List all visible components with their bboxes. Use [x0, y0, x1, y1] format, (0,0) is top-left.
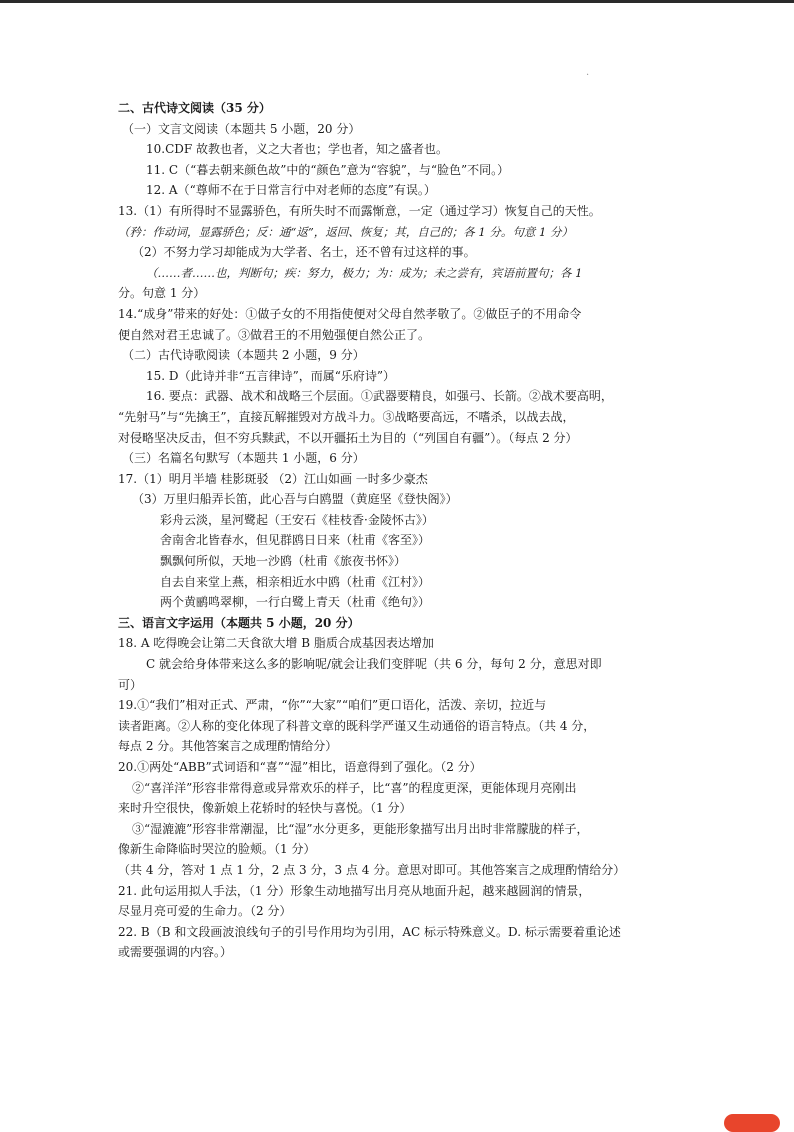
text-line: 10.CDF 故教也者，义之大者也；学也者，知之盛者也。: [146, 142, 449, 157]
text-line: 20.①两处“ABB”式词语和“喜”“湿”相比，语意得到了强化。（2 分）: [118, 760, 482, 774]
text-line: C 就会给身体带来这么多的影响呢/就会让我们变胖呢（共 6 分，每句 2 分，意思对即: [146, 657, 602, 672]
text-line: 三、语言文字运用（本题共 5 小题，20 分）: [118, 615, 360, 630]
text-line: 自去自来堂上燕，相亲相近水中鸥（杜甫《江村》）: [160, 574, 431, 589]
text-line: 18. A 吃得晚会让第二天食欲大增 B 脂质合成基因表达增加: [118, 636, 434, 651]
text-line: “先射马”与“先擒王”，直接瓦解摧毁对方战斗力。③战略要高远，不嗜杀，以战去战，: [118, 409, 575, 424]
text-line: 两个黄鹂鸣翠柳，一行白鹭上青天（杜甫《绝句》）: [160, 595, 431, 610]
text-line: 分。句意 1 分）: [118, 286, 206, 301]
text-line: （二）古代诗歌阅读（本题共 2 小题，9 分）: [122, 348, 365, 363]
text-line: （3）万里归船弄长笛，此心吾与白鸥盟（黄庭坚《登快阁》）: [132, 492, 458, 507]
text-line: 或需要强调的内容。）: [118, 945, 233, 960]
text-line: 尽显月亮可爱的生命力。（2 分）: [118, 904, 292, 919]
text-line: 读者距离。②人称的变化体现了科普文章的既科学严谨又生动通俗的语言特点。（共 4 分，: [118, 718, 596, 733]
text-line: ③“湿漉漉”形容非常潮湿，比“湿”水分更多，更能形象描写出月出时非常朦胧的样子，: [132, 821, 589, 836]
text-line: 16. 要点：武器、战术和战略三个层面。①武器要精良，如强弓、长箭。②战术要高明，: [146, 389, 613, 404]
text-line: （2）不努力学习却能成为大学者、名士，还不曾有过这样的事。: [132, 245, 476, 260]
page-top-border: [0, 0, 794, 3]
text-line: 二、古代诗文阅读（35 分）: [118, 101, 271, 115]
stray-mark: ·: [586, 70, 590, 81]
text-line: 像新生命降临时哭泣的脸颊。（1 分）: [118, 842, 316, 857]
text-line: （共 4 分，答对 1 点 1 分，2 点 3 分，3 点 4 分。意思对即可。其他答案言之成理酌情给分）: [118, 862, 626, 877]
text-line: （一）文言文阅读（本题共 5 小题，20 分）: [122, 121, 361, 136]
text-line: 11. C（“暮去朝来颜色故”中的“颜色”意为“容貌”，与“脸色”不同。）: [146, 162, 510, 177]
text-line: 17.（1）明月半墙 桂影斑驳 （2）江山如画 一时多少豪杰: [118, 471, 428, 486]
text-line: 便自然对君王忠诚了。③做君王的不用勉强便自然公正了。: [118, 327, 431, 342]
text-line: 来时升空很快，像新娘上花轿时的轻快与喜悦。（1 分）: [118, 801, 412, 816]
text-line: 飘飘何所似，天地一沙鸥（杜甫《旅夜书怀》）: [160, 554, 407, 569]
text-line: 舍南舍北皆春水，但见群鸥日日来（杜甫《客至》）: [160, 533, 431, 548]
text-line: 对侵略坚决反击，但不穷兵黩武，不以开疆拓土为目的（“列国自有疆”）。（每点 2 分）: [118, 430, 578, 445]
text-line: 14.“成身”带来的好处：①做子女的不用指使便对父母自然孝敬了。②做臣子的不用命令: [118, 306, 582, 321]
text-line: 19.①“我们”相对正式、严肃，“你”“大家”“咱们”更口语化，活泼、亲切，拉近与: [118, 698, 547, 713]
text-line: 15. D（此诗并非“五言律诗”，而属“乐府诗”）: [146, 368, 396, 383]
text-line: （……者……也，判断句；疾：努力，极力；为：成为；未之尝有，宾语前置句；各 1: [146, 265, 583, 280]
text-line: ②“喜洋洋”形容非常得意或异常欢乐的样子，比“喜”的程度更深，更能体现月亮刚出: [132, 780, 577, 795]
text-line: 彩舟云淡，星河鹭起（王安石《桂枝香·金陵怀古》）: [160, 512, 434, 527]
answer-key-document: [118, 98, 678, 963]
text-line: 每点 2 分。其他答案言之成理酌情给分）: [118, 739, 338, 754]
text-line: （矜：作动词，显露骄色；反：通“返”，返回、恢复；其，自己的；各 1 分。句意 1 分）: [118, 224, 574, 239]
text-line: 13.（1）有所得时不显露骄色，有所失时不而露惭意，一定（通过学习）恢复自己的天性。: [118, 203, 601, 218]
text-line: 可）: [118, 677, 143, 692]
text-line: （三）名篇名句默写（本题共 1 小题，6 分）: [122, 451, 365, 466]
text-line: 22. B（B 和文段画波浪线句子的引号作用均为引用，AC 标示特殊意义。D. 标示需要着重论述: [118, 924, 621, 939]
corner-badge[interactable]: [724, 1114, 780, 1132]
text-line: 12. A（“尊师不在于日常言行中对老师的态度”有误。）: [146, 183, 436, 198]
text-line: 21. 此句运用拟人手法，（1 分）形象生动地描写出月亮从地面升起，越来越圆润的情景，: [118, 883, 591, 898]
